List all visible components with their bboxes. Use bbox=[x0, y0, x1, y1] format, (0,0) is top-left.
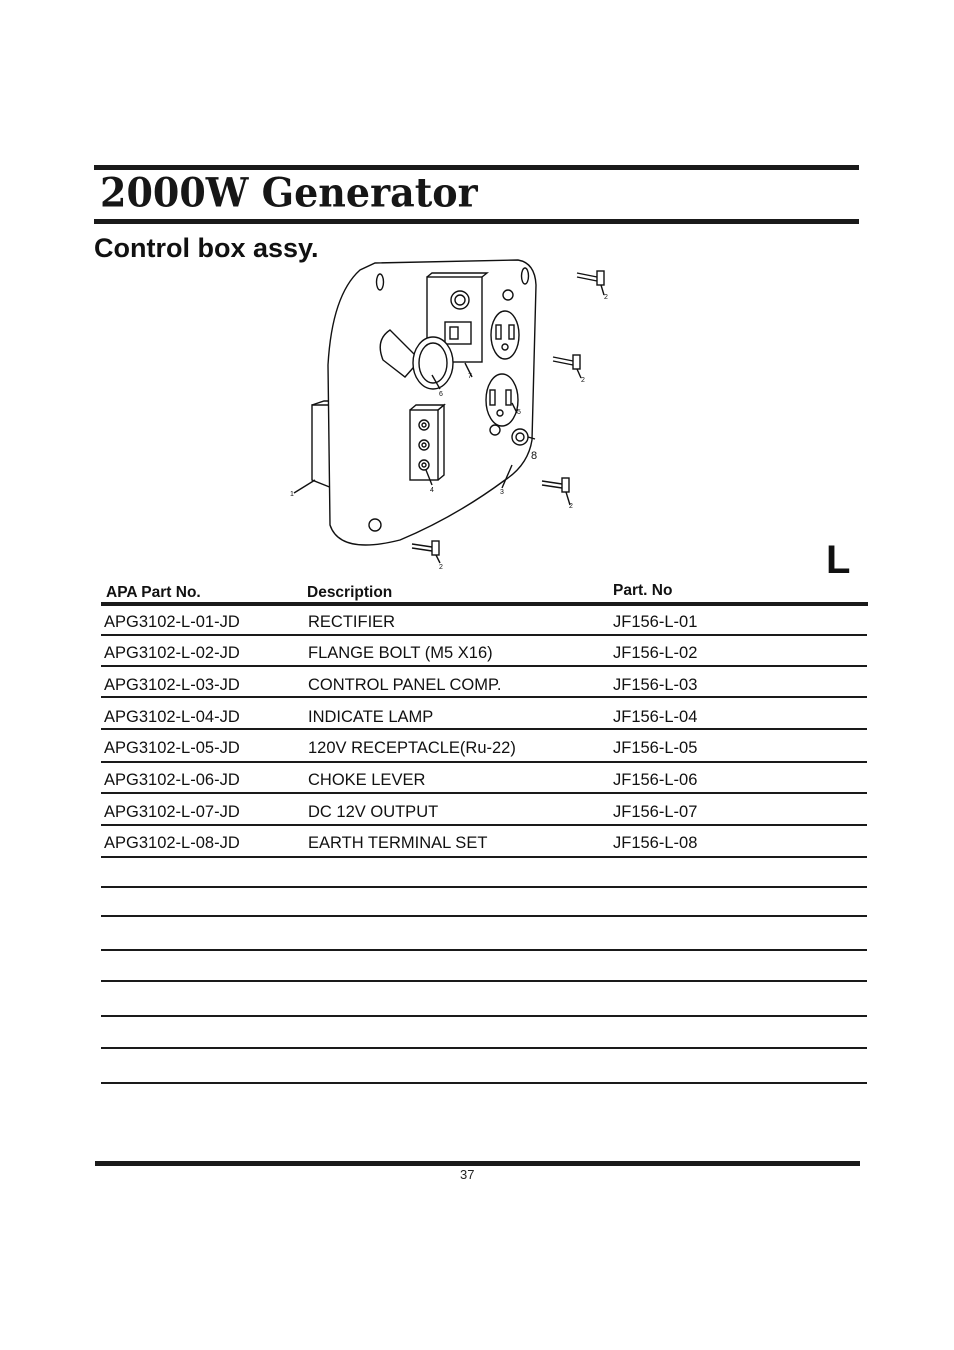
callout-2b: 2 bbox=[581, 377, 585, 384]
row-divider bbox=[101, 761, 867, 763]
cell-part-no: JF156-L-07 bbox=[613, 803, 698, 821]
section-letter: L bbox=[826, 538, 851, 582]
cell-apa-part-no: APG3102-L-01-JD bbox=[104, 613, 240, 631]
cell-apa-part-no: APG3102-L-07-JD bbox=[104, 803, 240, 821]
callout-7: 7 bbox=[468, 373, 472, 380]
cell-part-no: JF156-L-01 bbox=[613, 613, 698, 631]
row-divider bbox=[101, 824, 867, 826]
row-divider bbox=[101, 949, 867, 951]
control-box-diagram bbox=[280, 255, 620, 575]
callout-2d: 2 bbox=[439, 564, 443, 571]
callout-8: 8 bbox=[531, 450, 538, 462]
cell-description: EARTH TERMINAL SET bbox=[308, 834, 488, 852]
row-divider bbox=[101, 1047, 867, 1049]
row-divider bbox=[101, 915, 867, 917]
column-header-apa-part-no: APA Part No. bbox=[106, 584, 201, 601]
cell-description: FLANGE BOLT (M5 X16) bbox=[308, 644, 493, 662]
row-divider bbox=[101, 886, 867, 888]
page-number: 37 bbox=[460, 1167, 475, 1182]
cell-apa-part-no: APG3102-L-08-JD bbox=[104, 834, 240, 852]
footer-rule bbox=[95, 1161, 860, 1166]
cell-description: CONTROL PANEL COMP. bbox=[308, 676, 502, 694]
callout-4: 4 bbox=[430, 487, 434, 494]
cell-apa-part-no: APG3102-L-04-JD bbox=[104, 708, 240, 726]
section-subtitle: Control box assy. bbox=[94, 233, 319, 263]
callout-6: 6 bbox=[439, 391, 443, 398]
row-divider bbox=[101, 634, 867, 636]
callout-5: 5 bbox=[517, 409, 521, 416]
callout-1: 1 bbox=[290, 491, 294, 498]
row-divider bbox=[101, 1015, 867, 1017]
callout-2a: 2 bbox=[604, 294, 608, 301]
header-bottom-rule bbox=[94, 219, 859, 224]
row-divider bbox=[101, 665, 867, 667]
callout-2c: 2 bbox=[569, 503, 573, 510]
cell-apa-part-no: APG3102-L-05-JD bbox=[104, 739, 240, 757]
cell-description: DC 12V OUTPUT bbox=[308, 803, 439, 821]
cell-description: INDICATE LAMP bbox=[308, 708, 434, 726]
row-divider bbox=[101, 792, 867, 794]
cell-description: CHOKE LEVER bbox=[308, 771, 426, 789]
cell-apa-part-no: APG3102-L-06-JD bbox=[104, 771, 240, 789]
callout-3: 3 bbox=[500, 489, 504, 496]
row-divider bbox=[101, 980, 867, 982]
row-divider bbox=[101, 856, 867, 858]
column-header-description: Description bbox=[307, 584, 393, 601]
row-divider bbox=[101, 696, 867, 698]
cell-part-no: JF156-L-03 bbox=[613, 676, 698, 694]
cell-apa-part-no: APG3102-L-02-JD bbox=[104, 644, 240, 662]
cell-description: 120V RECEPTACLE(Ru-22) bbox=[308, 739, 516, 757]
cell-part-no: JF156-L-04 bbox=[613, 708, 698, 726]
page-title: 2000W Generator bbox=[100, 168, 478, 217]
cell-part-no: JF156-L-02 bbox=[613, 644, 698, 662]
cell-part-no: JF156-L-06 bbox=[613, 771, 698, 789]
cell-apa-part-no: APG3102-L-03-JD bbox=[104, 676, 240, 694]
column-header-part-no: Part. No bbox=[613, 582, 673, 599]
cell-description: RECTIFIER bbox=[308, 613, 396, 631]
cell-part-no: JF156-L-08 bbox=[613, 834, 698, 852]
cell-part-no: JF156-L-05 bbox=[613, 739, 698, 757]
row-divider bbox=[101, 728, 867, 730]
table-header-rule bbox=[101, 602, 868, 606]
row-divider bbox=[101, 1082, 867, 1084]
